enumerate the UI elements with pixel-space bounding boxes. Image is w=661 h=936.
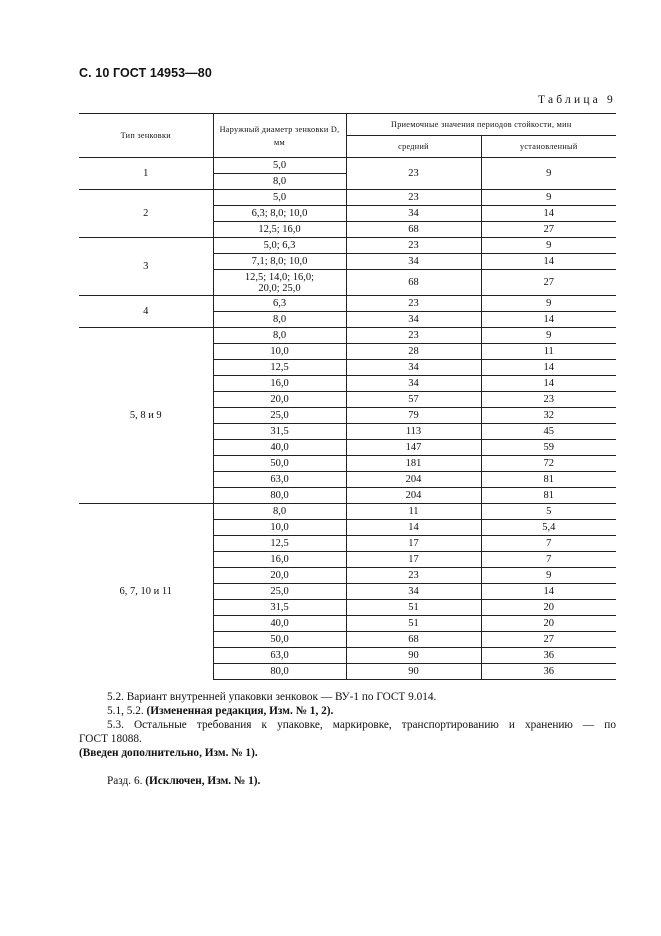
cell-established: 72 xyxy=(481,456,616,472)
cell-diameter: 50,0 xyxy=(213,632,346,648)
cell-diameter: 25,0 xyxy=(213,584,346,600)
header-established: установленный xyxy=(481,136,616,158)
cell-diameter: 5,0; 6,3 xyxy=(213,238,346,254)
cell-diameter: 12,5; 16,0 xyxy=(213,222,346,238)
cell-established: 14 xyxy=(481,360,616,376)
cell-diameter: 63,0 xyxy=(213,648,346,664)
cell-established: 20 xyxy=(481,600,616,616)
cell-diameter: 12,5; 14,0; 16,0; 20,0; 25,0 xyxy=(213,270,346,296)
cell-diameter: 5,0 xyxy=(213,190,346,206)
note-introduced: (Введен дополнительно, Изм. № 1). xyxy=(79,747,258,759)
cell-diameter: 50,0 xyxy=(213,456,346,472)
cell-diameter: 6,3 xyxy=(213,296,346,312)
table-row xyxy=(79,238,616,254)
note-amend-5-1-5-2 xyxy=(79,704,616,718)
cell-diameter: 8,0 xyxy=(213,174,346,190)
cell-established: 14 xyxy=(481,584,616,600)
cell-established: 81 xyxy=(481,488,616,504)
cell-mean: 204 xyxy=(346,472,481,488)
page-header: С. 10 ГОСТ 14953—80 xyxy=(79,66,212,80)
cell-established: 9 xyxy=(481,296,616,312)
cell-diameter: 20,0 xyxy=(213,568,346,584)
cell-established: 59 xyxy=(481,440,616,456)
cell-established: 5,4 xyxy=(481,520,616,536)
cell-mean: 34 xyxy=(346,584,481,600)
cell-established: 14 xyxy=(481,254,616,270)
cell-diameter: 16,0 xyxy=(213,376,346,392)
cell-diameter: 12,5 xyxy=(213,536,346,552)
cell-diameter: 80,0 xyxy=(213,488,346,504)
header-diameter xyxy=(213,114,346,158)
cell-established: 20 xyxy=(481,616,616,632)
cell-established: 9 xyxy=(481,568,616,584)
cell-mean: 68 xyxy=(346,270,481,296)
cell-established: 9 xyxy=(481,238,616,254)
cell-diameter: 63,0 xyxy=(213,472,346,488)
cell-mean: 14 xyxy=(346,520,481,536)
note-amend-bold: (Измененная редакция, Изм. № 1, 2). xyxy=(146,705,334,717)
cell-type: 5, 8 и 9 xyxy=(79,328,213,504)
cell-established: 9 xyxy=(481,158,616,190)
cell-mean: 204 xyxy=(346,488,481,504)
cell-diameter: 12,5 xyxy=(213,360,346,376)
cell-diameter: 5,0 xyxy=(213,158,346,174)
table-title: Таблица 9 xyxy=(538,94,616,106)
cell-mean: 147 xyxy=(346,440,481,456)
note-5-3-line2: ГОСТ 18088. xyxy=(79,733,142,745)
cell-diameter: 7,1; 8,0; 10,0 xyxy=(213,254,346,270)
cell-mean: 23 xyxy=(346,568,481,584)
cell-mean: 34 xyxy=(346,254,481,270)
cell-diameter: 80,0 xyxy=(213,664,346,680)
table-row xyxy=(79,158,616,174)
header-diameter-label: Наружный диаметр зенковки D, мм xyxy=(219,124,340,147)
table-row xyxy=(79,504,616,520)
cell-diameter: 40,0 xyxy=(213,440,346,456)
cell-established: 5 xyxy=(481,504,616,520)
note-section-6-bold: (Исключен, Изм. № 1). xyxy=(145,775,261,787)
cell-established: 27 xyxy=(481,632,616,648)
cell-type: 2 xyxy=(79,190,213,238)
cell-diameter: 31,5 xyxy=(213,424,346,440)
cell-mean: 68 xyxy=(346,632,481,648)
note-5-3-line1: 5.3. Остальные требования к упаковке, маркировке, транспортированию и хранению — по xyxy=(107,719,616,731)
cell-diameter: 25,0 xyxy=(213,408,346,424)
cell-diameter: 16,0 xyxy=(213,552,346,568)
cell-mean: 23 xyxy=(346,238,481,254)
cell-mean: 90 xyxy=(346,664,481,680)
cell-mean: 23 xyxy=(346,296,481,312)
note-5-2: 5.2. Вариант внутренней упаковки зенковок — ВУ-1 по ГОСТ 9.014. xyxy=(107,691,437,703)
cell-established: 14 xyxy=(481,376,616,392)
cell-established: 9 xyxy=(481,328,616,344)
cell-type: 4 xyxy=(79,296,213,328)
cell-diameter: 10,0 xyxy=(213,344,346,360)
cell-mean: 23 xyxy=(346,328,481,344)
cell-mean: 113 xyxy=(346,424,481,440)
cell-established: 27 xyxy=(481,270,616,296)
cell-established: 7 xyxy=(481,536,616,552)
table-row xyxy=(79,328,616,344)
note-section-6 xyxy=(79,774,616,788)
cell-type: 1 xyxy=(79,158,213,190)
cell-established: 32 xyxy=(481,408,616,424)
cell-mean: 90 xyxy=(346,648,481,664)
table-body xyxy=(79,158,616,680)
cell-established: 81 xyxy=(481,472,616,488)
cell-established: 45 xyxy=(481,424,616,440)
cell-diameter: 8,0 xyxy=(213,328,346,344)
cell-mean: 28 xyxy=(346,344,481,360)
cell-mean: 11 xyxy=(346,504,481,520)
notes-block xyxy=(79,690,616,788)
cell-mean: 57 xyxy=(346,392,481,408)
cell-mean: 34 xyxy=(346,312,481,328)
acceptance-table xyxy=(79,113,616,680)
cell-mean: 79 xyxy=(346,408,481,424)
cell-established: 7 xyxy=(481,552,616,568)
cell-mean: 51 xyxy=(346,616,481,632)
header-mean: средний xyxy=(346,136,481,158)
cell-diameter: 40,0 xyxy=(213,616,346,632)
header-type: Тип зенковки xyxy=(79,114,213,158)
cell-mean: 34 xyxy=(346,206,481,222)
cell-mean: 23 xyxy=(346,158,481,190)
cell-type: 6, 7, 10 и 11 xyxy=(79,504,213,680)
cell-mean: 181 xyxy=(346,456,481,472)
cell-mean: 51 xyxy=(346,600,481,616)
cell-established: 27 xyxy=(481,222,616,238)
note-section-6-prefix: Разд. 6. xyxy=(107,775,146,787)
table-row xyxy=(79,190,616,206)
cell-established: 36 xyxy=(481,648,616,664)
table-row xyxy=(79,296,616,312)
cell-diameter: 8,0 xyxy=(213,504,346,520)
cell-diameter: 31,5 xyxy=(213,600,346,616)
cell-mean: 23 xyxy=(346,190,481,206)
cell-diameter: 6,3; 8,0; 10,0 xyxy=(213,206,346,222)
cell-mean: 34 xyxy=(346,376,481,392)
cell-mean: 68 xyxy=(346,222,481,238)
cell-established: 14 xyxy=(481,312,616,328)
cell-established: 11 xyxy=(481,344,616,360)
note-amend-prefix: 5.1, 5.2. xyxy=(107,705,147,717)
cell-mean: 34 xyxy=(346,360,481,376)
cell-type: 3 xyxy=(79,238,213,296)
cell-mean: 17 xyxy=(346,536,481,552)
cell-diameter: 20,0 xyxy=(213,392,346,408)
cell-established: 23 xyxy=(481,392,616,408)
cell-diameter: 8,0 xyxy=(213,312,346,328)
cell-established: 14 xyxy=(481,206,616,222)
header-periods: Приемочные значения периодов стойкости, мин xyxy=(346,114,616,136)
cell-established: 36 xyxy=(481,664,616,680)
cell-mean: 17 xyxy=(346,552,481,568)
cell-established: 9 xyxy=(481,190,616,206)
cell-diameter: 10,0 xyxy=(213,520,346,536)
